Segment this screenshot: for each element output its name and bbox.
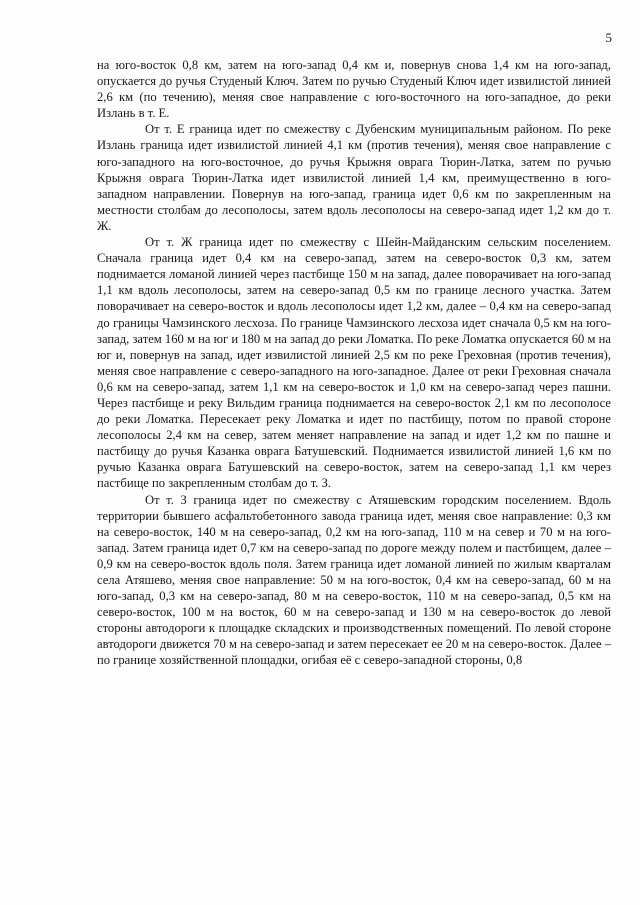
paragraph-point-zh: От т. Ж граница идет по смежеству с Шейн-Майданским сельским поселением. Сначала граница идет 0,4 км на северо-запад, затем на северо-восток 0,3 км, затем поднимается ломаной линией через пастбище 150 м на запад, далее поворачивает на юго-запад 1,1 км вдоль лесополосы, затем на северо-запад 0,5 км по границе лесного участка. Затем поворачивает на северо-восток и вдоль лесополосы идет 1,2 км, далее – 0,4 км на северо-запад до границы Чамзинского лесхоза. По границе Чамзинского лесхоза идет сначала 0,5 км на юго-запад, затем 160 м на юг и 180 м на запад до реки Ломатка. По реке Ломатка опускается 60 м на юг и, повернув на запад, идет извилистой линией 2,5 км по реке Греховная (против течения), меняя свое направление с северо-западного на юго-западное. Далее от реки Греховная сначала 0,6 км на северо-запад, затем 1,1 км на северо-восток и 1,0 км на северо-запад через пашни. Через пастбище и реку Вильдим граница поднимается на северо-восток 2,1 км по лесополосе до реки Ломатка. Пересекает реку Ломатка и идет по пастбищу, потом по правой стороне лесополосы 2,4 км на север, затем меняет направление на запад и идет 1,2 км по пашне и пастбищу до ручья Казанка оврага Батушевский. Поднимается извилистой линией 1,6 км по ручью Казанка оврага Батушевский на северо-восток, затем на северо-запад 1,1 км через пастбище по закрепленным столбам до т. З. <box>97 235 611 491</box>
document-body <box>97 57 611 669</box>
page-number: 5 <box>605 30 612 45</box>
paragraph-point-z: От т. З граница идет по смежеству с Атяшевским городским поселением. Вдоль территории бывшего асфальтобетонного завода граница идет, меняя свое направление: 0,3 км на северо-восток, 140 м на северо-запад, 0,2 км на юго-запад, 110 м на север и 70 м на юго-запад. Затем граница идет 0,7 км на северо-запад по дороге между полем и пастбищем, далее – 0,9 км на северо-восток вдоль поля. Затем граница идет ломаной линией по жилым кварталам села Атяшево, меняя свое направление: 50 м на юго-восток, 0,4 км на северо-запад, 60 м на юго-запад, 0,3 км на северо-запад, 80 м на северо-восток, 110 м на северо-запад, 0,5 км на северо-восток, 100 м на восток, 60 м на северо-запад и 130 м на северо-восток до левой стороны автодороги к площадке складских и производственных помещений. По левой стороне автодороги движется 70 м на северо-запад и затем пересекает ее 20 м на северо-восток. Далее – по границе хозяйственной площадки, огибая её с северо-западной стороны, 0,8 <box>97 492 611 668</box>
paragraph-point-e: От т. Е граница идет по смежеству с Дубенским муниципальным районом. По реке Излань граница идет извилистой линией 4,1 км (против течения), меняя свое направление с юго-западного на юго-восточное, до ручья Крыжня оврага Тюрин-Латка, затем по ручью Крыжня оврага Тюрин-Латка идет извилистой линией 1,4 км, преимущественно в юго-западном направлении. Повернув на юго-запад, граница идет 0,6 км по закрепленным на местности столбам до лесополосы, затем вдоль лесополосы на северо-запад идет 1,2 км до т. Ж. <box>97 122 611 233</box>
paragraph-continuation: на юго-восток 0,8 км, затем на юго-запад 0,4 км и, повернув снова 1,4 км на юго-запад, опускается до ручья Студеный Ключ. Затем по ручью Студеный Ключ идет извилистой линией 2,6 км (по течению), меняя свое направление с юго-восточного на юго-западное, до реки Излань в т. Е. <box>97 58 611 121</box>
